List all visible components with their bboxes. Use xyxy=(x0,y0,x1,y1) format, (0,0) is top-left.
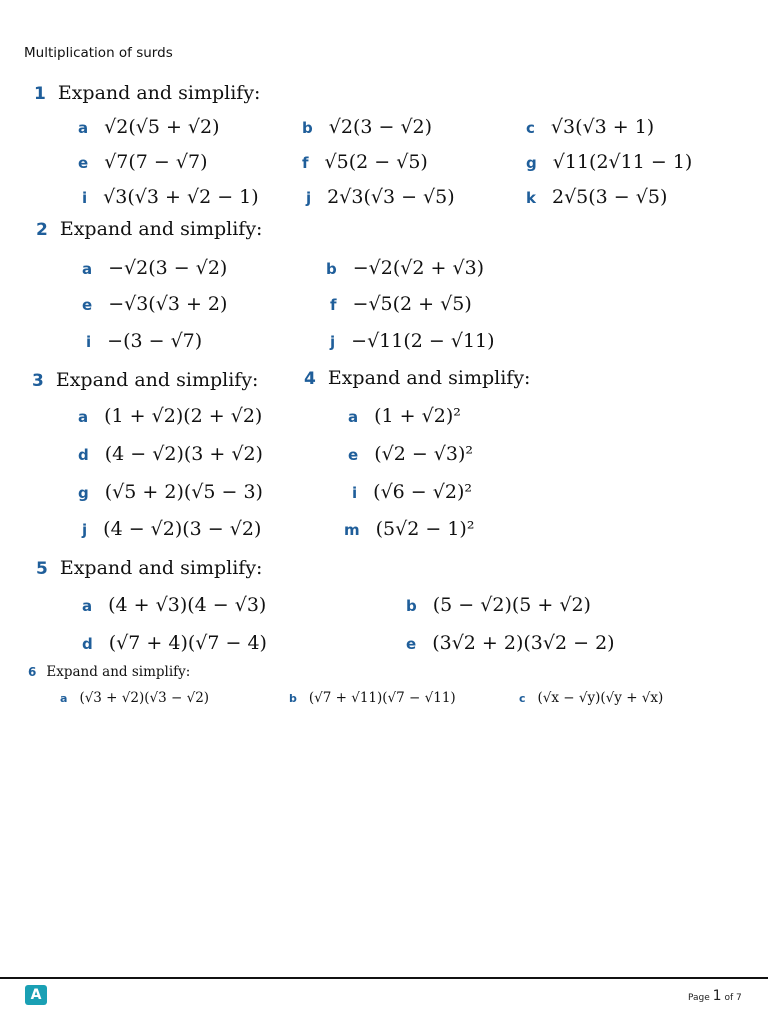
item-label: e xyxy=(406,635,417,653)
item-label: m xyxy=(344,521,360,539)
item-expression: (√5 + 2)(√5 − 3) xyxy=(104,481,263,503)
item-label: e xyxy=(82,296,93,314)
question-instruction: Expand and simplify: xyxy=(55,369,259,391)
item-label: i xyxy=(86,333,92,351)
item-expression: (√3 + √2)(√3 − √2) xyxy=(79,690,210,706)
item-expression: √3(√3 + 1) xyxy=(550,116,655,138)
footer-divider xyxy=(0,977,768,979)
item-expression: (√7 + √11)(√7 − √11) xyxy=(308,690,456,706)
item-label: b xyxy=(326,260,337,278)
item-expression: (4 − √2)(3 + √2) xyxy=(104,443,263,465)
item-label: f xyxy=(330,296,337,314)
question-5-item-a xyxy=(82,594,266,616)
item-label: d xyxy=(78,446,89,464)
page-of: of 7 xyxy=(724,993,742,1003)
question-3-item-a xyxy=(78,405,262,427)
item-expression: 2√5(3 − √5) xyxy=(551,186,668,208)
item-expression: (√6 − √2)² xyxy=(373,481,472,503)
item-expression: −√11(2 − √11) xyxy=(351,330,495,352)
question-6-heading xyxy=(28,664,190,680)
item-label: k xyxy=(526,189,536,207)
question-3-item-j xyxy=(82,518,261,540)
question-instruction: Expand and simplify: xyxy=(59,218,263,240)
question-number: 3 xyxy=(32,371,44,391)
question-4-item-m xyxy=(344,518,474,540)
item-label: a xyxy=(78,119,89,137)
item-expression: (5√2 − 1)² xyxy=(375,518,475,540)
question-2-item-j xyxy=(330,330,495,352)
question-4-item-i xyxy=(352,481,472,503)
item-expression: −√2(3 − √2) xyxy=(108,257,228,279)
question-1-item-a xyxy=(78,116,220,138)
item-expression: (3√2 + 2)(3√2 − 2) xyxy=(432,632,615,654)
question-instruction: Expand and simplify: xyxy=(59,557,263,579)
question-5-item-b xyxy=(406,594,591,616)
item-label: i xyxy=(82,189,88,207)
question-number: 6 xyxy=(28,665,37,679)
question-6-item-a xyxy=(60,690,209,706)
page-number: 1 xyxy=(712,988,722,1004)
item-label: j xyxy=(82,521,88,539)
item-expression: (5 − √2)(5 + √2) xyxy=(432,594,591,616)
question-number: 1 xyxy=(34,84,46,104)
item-expression: √5(2 − √5) xyxy=(324,151,428,173)
item-label: a xyxy=(82,260,93,278)
item-label: e xyxy=(78,154,89,172)
item-expression: −(3 − √7) xyxy=(107,330,203,352)
question-number: 4 xyxy=(304,369,316,389)
item-expression: (4 + √3)(4 − √3) xyxy=(108,594,267,616)
item-label: g xyxy=(78,484,89,502)
item-label: f xyxy=(302,154,309,172)
item-label: b xyxy=(289,692,297,705)
question-1-item-b xyxy=(302,116,432,138)
item-expression: √2(3 − √2) xyxy=(328,116,433,138)
question-2-item-a xyxy=(82,257,227,279)
page-indicator xyxy=(688,988,742,1004)
item-expression: (4 − √2)(3 − √2) xyxy=(103,518,262,540)
question-1-item-c xyxy=(526,116,654,138)
question-instruction: Expand and simplify: xyxy=(327,367,531,389)
question-2-item-b xyxy=(326,257,484,279)
item-label: j xyxy=(306,189,312,207)
item-label: a xyxy=(60,692,68,705)
item-expression: √7(7 − √7) xyxy=(104,151,208,173)
question-5-heading xyxy=(36,557,262,579)
item-expression: (1 + √2)(2 + √2) xyxy=(104,405,263,427)
question-5-item-e xyxy=(406,632,615,654)
item-label: a xyxy=(348,408,359,426)
item-expression: −√2(√2 + √3) xyxy=(352,257,485,279)
publisher-logo-icon: A xyxy=(25,985,47,1005)
item-expression: −√3(√3 + 2) xyxy=(108,293,228,315)
question-number: 2 xyxy=(36,220,48,240)
item-expression: √11(2√11 − 1) xyxy=(552,151,693,173)
question-3-item-g xyxy=(78,481,263,503)
item-label: j xyxy=(330,333,336,351)
question-1-heading xyxy=(34,82,260,104)
question-1-item-g xyxy=(526,151,692,173)
item-label: g xyxy=(526,154,537,172)
item-label: a xyxy=(78,408,89,426)
item-label: c xyxy=(519,692,526,705)
question-3-heading xyxy=(32,369,258,391)
question-2-item-i xyxy=(86,330,202,352)
question-4-item-a xyxy=(348,405,461,427)
item-label: c xyxy=(526,119,535,137)
question-1-item-e xyxy=(78,151,208,173)
question-instruction: Expand and simplify: xyxy=(46,664,191,680)
item-label: d xyxy=(82,635,93,653)
item-label: a xyxy=(82,597,93,615)
document-title: Multiplication of surds xyxy=(24,45,173,61)
question-5-item-d xyxy=(82,632,267,654)
question-3-item-d xyxy=(78,443,263,465)
item-expression: (√2 − √3)² xyxy=(374,443,474,465)
item-label: b xyxy=(406,597,417,615)
question-instruction: Expand and simplify: xyxy=(57,82,261,104)
item-expression: (1 + √2)² xyxy=(374,405,461,427)
item-expression: (√7 + 4)(√7 − 4) xyxy=(108,632,267,654)
item-label: i xyxy=(352,484,358,502)
question-1-item-k xyxy=(526,186,667,208)
item-label: b xyxy=(302,119,313,137)
item-expression: −√5(2 + √5) xyxy=(352,293,472,315)
item-expression: √2(√5 + √2) xyxy=(104,116,220,138)
question-4-heading xyxy=(304,367,530,389)
question-6-item-b xyxy=(289,690,456,706)
question-4-item-e xyxy=(348,443,473,465)
question-2-item-e xyxy=(82,293,227,315)
question-1-item-i xyxy=(82,186,259,208)
item-expression: √3(√3 + √2 − 1) xyxy=(103,186,259,208)
question-1-item-j xyxy=(306,186,455,208)
item-expression: (√x − √y)(√y + √x) xyxy=(537,690,664,706)
question-2-item-f xyxy=(330,293,472,315)
page-word: Page xyxy=(688,993,710,1003)
item-expression: 2√3(√3 − √5) xyxy=(327,186,455,208)
question-1-item-f xyxy=(302,151,428,173)
question-2-heading xyxy=(36,218,262,240)
question-6-item-c xyxy=(519,690,663,706)
question-number: 5 xyxy=(36,559,48,579)
item-label: e xyxy=(348,446,359,464)
